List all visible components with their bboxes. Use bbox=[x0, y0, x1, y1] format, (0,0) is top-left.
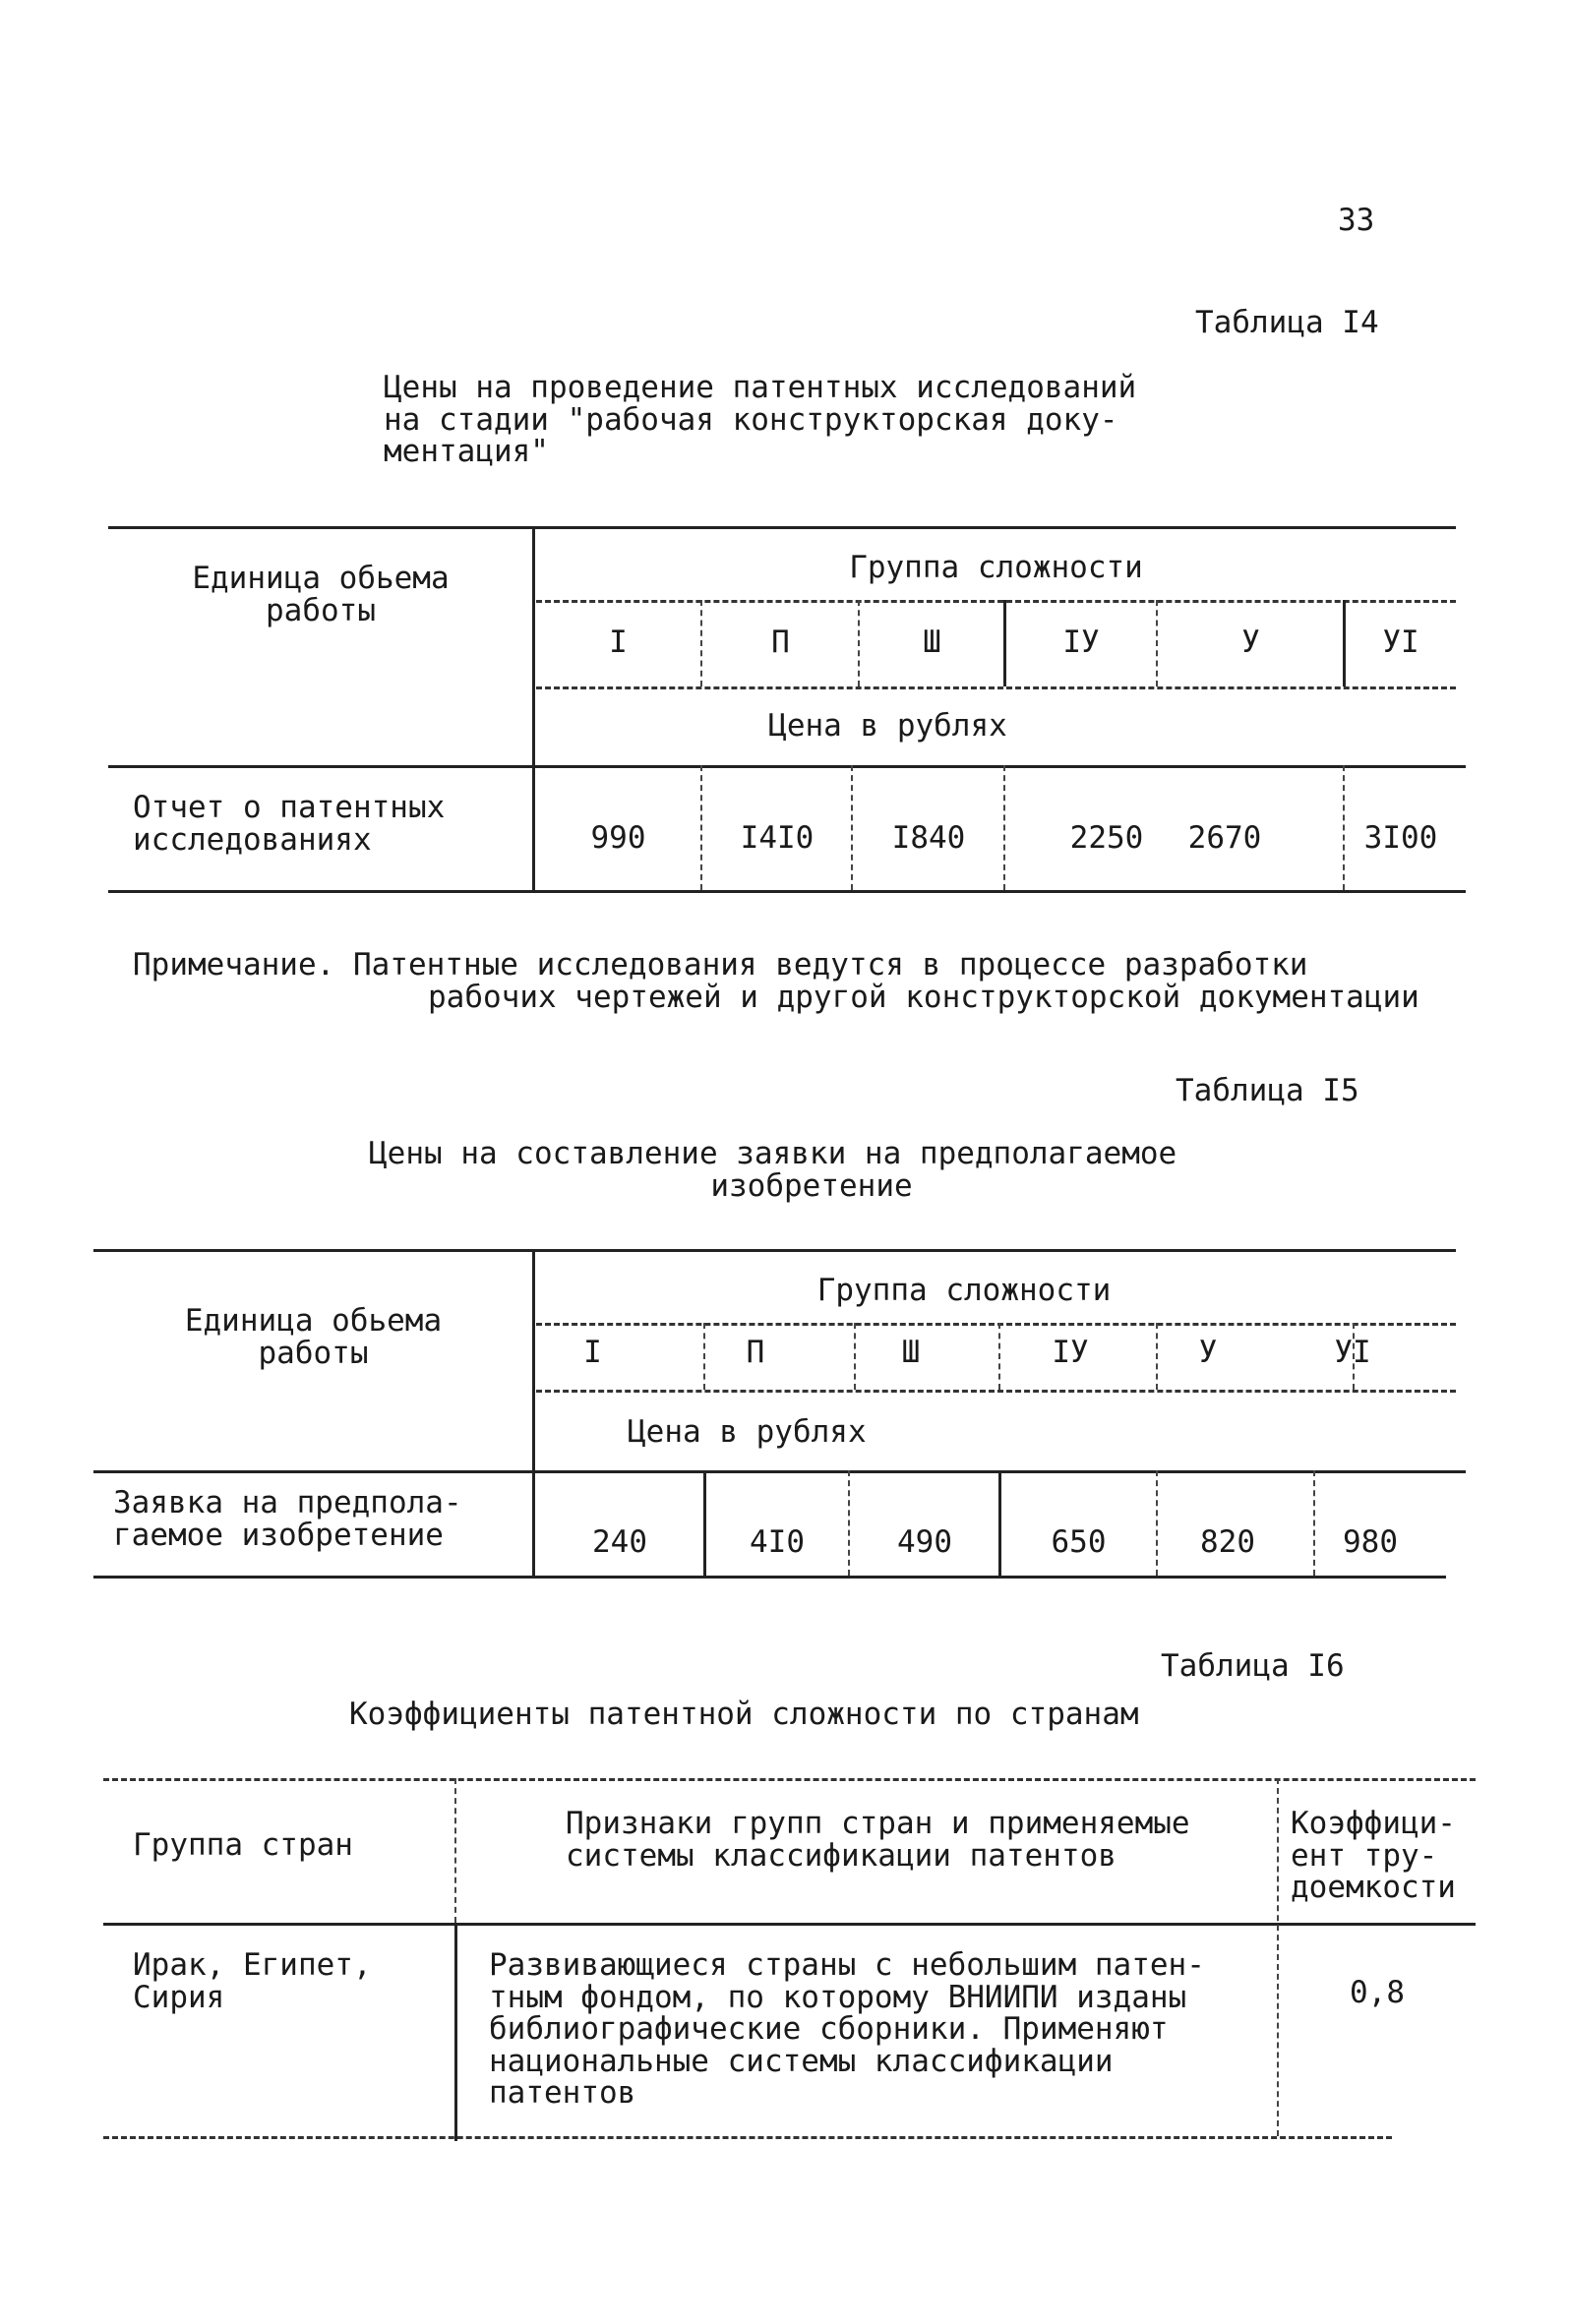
table14-unit-header bbox=[110, 563, 531, 626]
table16-label: Таблица I6 bbox=[1161, 1648, 1345, 1684]
table14-value-5: 2670 bbox=[1187, 820, 1262, 856]
table16-col2-header bbox=[566, 1808, 1190, 1872]
table14-value-2: I4I0 bbox=[740, 820, 815, 856]
table16-title: Коэффициенты патентной сложности по странам bbox=[349, 1697, 1139, 1732]
table14-price-header: Цена в рублях bbox=[768, 708, 1007, 744]
table15-unit-header bbox=[95, 1305, 531, 1369]
table15-unit-header-line: работы bbox=[258, 1335, 369, 1371]
table14-value-3: I840 bbox=[891, 820, 966, 856]
table15-value-3: 490 bbox=[897, 1524, 952, 1560]
table16-col3-header-line: ент тру- bbox=[1291, 1837, 1438, 1874]
table15-value-5: 820 bbox=[1200, 1524, 1255, 1560]
table14-row-label-line: Отчет о патентных bbox=[133, 790, 446, 825]
table14-title bbox=[384, 372, 1136, 468]
table16-col3-header-line: доемкости bbox=[1291, 1870, 1456, 1906]
table14-title-line: на стадии "рабочая конструкторская доку- bbox=[384, 401, 1118, 438]
table14-group-4: IУ bbox=[1062, 625, 1100, 660]
table14-note-line: рабочих чертежей и другой конструкторской документации bbox=[428, 979, 1419, 1015]
table15-group-6: УI bbox=[1334, 1335, 1371, 1370]
table14-note-line: Примечание. Патентные исследования ведутся в процессе разработки bbox=[133, 947, 1308, 983]
table14-row-label-line: исследованиях bbox=[133, 821, 372, 858]
table16-col1-header: Группа стран bbox=[133, 1827, 353, 1863]
page-number: 33 bbox=[1338, 203, 1375, 238]
table16-col2-header-line: системы классификации патентов bbox=[566, 1837, 1116, 1874]
table16-row-col2 bbox=[489, 1949, 1205, 2110]
table16-row-col2-line: Развивающиеся страны с небольшим патен- bbox=[489, 1947, 1205, 1983]
table16-row-col2-line: библиографические сборники. Применяют bbox=[489, 2011, 1169, 2048]
table14-title-line: ментация" bbox=[384, 434, 549, 470]
table14-unit-header-line: работы bbox=[266, 592, 376, 628]
table16-row-col1-line: Сирия bbox=[133, 1979, 225, 2015]
table15-value-1: 240 bbox=[592, 1524, 647, 1560]
table16-row-col2-line: патентов bbox=[489, 2075, 636, 2112]
table15-value-6: 980 bbox=[1343, 1524, 1398, 1560]
table16-row-col2-line: национальные системы классификации bbox=[489, 2043, 1114, 2079]
table14-group-2: П bbox=[771, 625, 790, 660]
table14-label: Таблица I4 bbox=[1195, 305, 1379, 340]
table14-title-line: Цены на проведение патентных исследований bbox=[384, 370, 1137, 405]
table15-row-label-line: гаемое изобретение bbox=[113, 1517, 444, 1553]
table15-group-5: У bbox=[1198, 1335, 1218, 1370]
table16-col3-header-line: Коэффици- bbox=[1291, 1806, 1456, 1841]
table14-value-6: 3I00 bbox=[1363, 820, 1438, 856]
table15-value-4: 650 bbox=[1051, 1524, 1107, 1560]
table15-title-line: Цены на составление заявки на предполагаемое bbox=[369, 1136, 1177, 1171]
table15-price-header: Цена в рублях bbox=[628, 1414, 867, 1450]
table16-col3-header bbox=[1291, 1808, 1456, 1904]
table15-row-label bbox=[113, 1487, 462, 1551]
table14-note bbox=[133, 949, 1419, 1013]
table14-group-5: У bbox=[1241, 625, 1260, 660]
table15-label: Таблица I5 bbox=[1176, 1073, 1359, 1108]
table16-row-col1 bbox=[133, 1949, 372, 2013]
table14-row-label bbox=[133, 792, 445, 856]
table16-row-col1-line: Ирак, Египет, bbox=[133, 1947, 372, 1983]
table15-group-2: П bbox=[746, 1335, 765, 1370]
table16-row-col3: 0,8 bbox=[1350, 1975, 1405, 2010]
table14-group-1: I bbox=[609, 625, 628, 660]
table14-group-6: УI bbox=[1382, 625, 1419, 660]
table15-group-1: I bbox=[583, 1335, 602, 1370]
table14-group-3: Ш bbox=[923, 625, 941, 660]
table14-group-header: Группа сложности bbox=[849, 550, 1143, 585]
table15-group-3: Ш bbox=[901, 1335, 921, 1370]
table14-value-1: 990 bbox=[590, 820, 646, 856]
table15-unit-header-line: Единица обьема bbox=[184, 1303, 443, 1339]
table15-value-2: 4I0 bbox=[750, 1524, 805, 1560]
table15-title bbox=[369, 1138, 1254, 1202]
table16-row-col2-line: тным фондом, по которому ВНИИПИ изданы bbox=[489, 1979, 1187, 2015]
table16-col2-header-line: Признаки групп стран и применяемые bbox=[566, 1806, 1190, 1841]
table15-row-label-line: Заявка на предпола- bbox=[113, 1485, 462, 1520]
table15-title-line: изобретение bbox=[710, 1167, 913, 1204]
table15-group-4: IУ bbox=[1052, 1335, 1089, 1370]
table14-value-4: 2250 bbox=[1069, 820, 1144, 856]
table15-group-header: Группа сложности bbox=[816, 1273, 1112, 1308]
table14-unit-header-line: Единица обьема bbox=[192, 561, 450, 596]
